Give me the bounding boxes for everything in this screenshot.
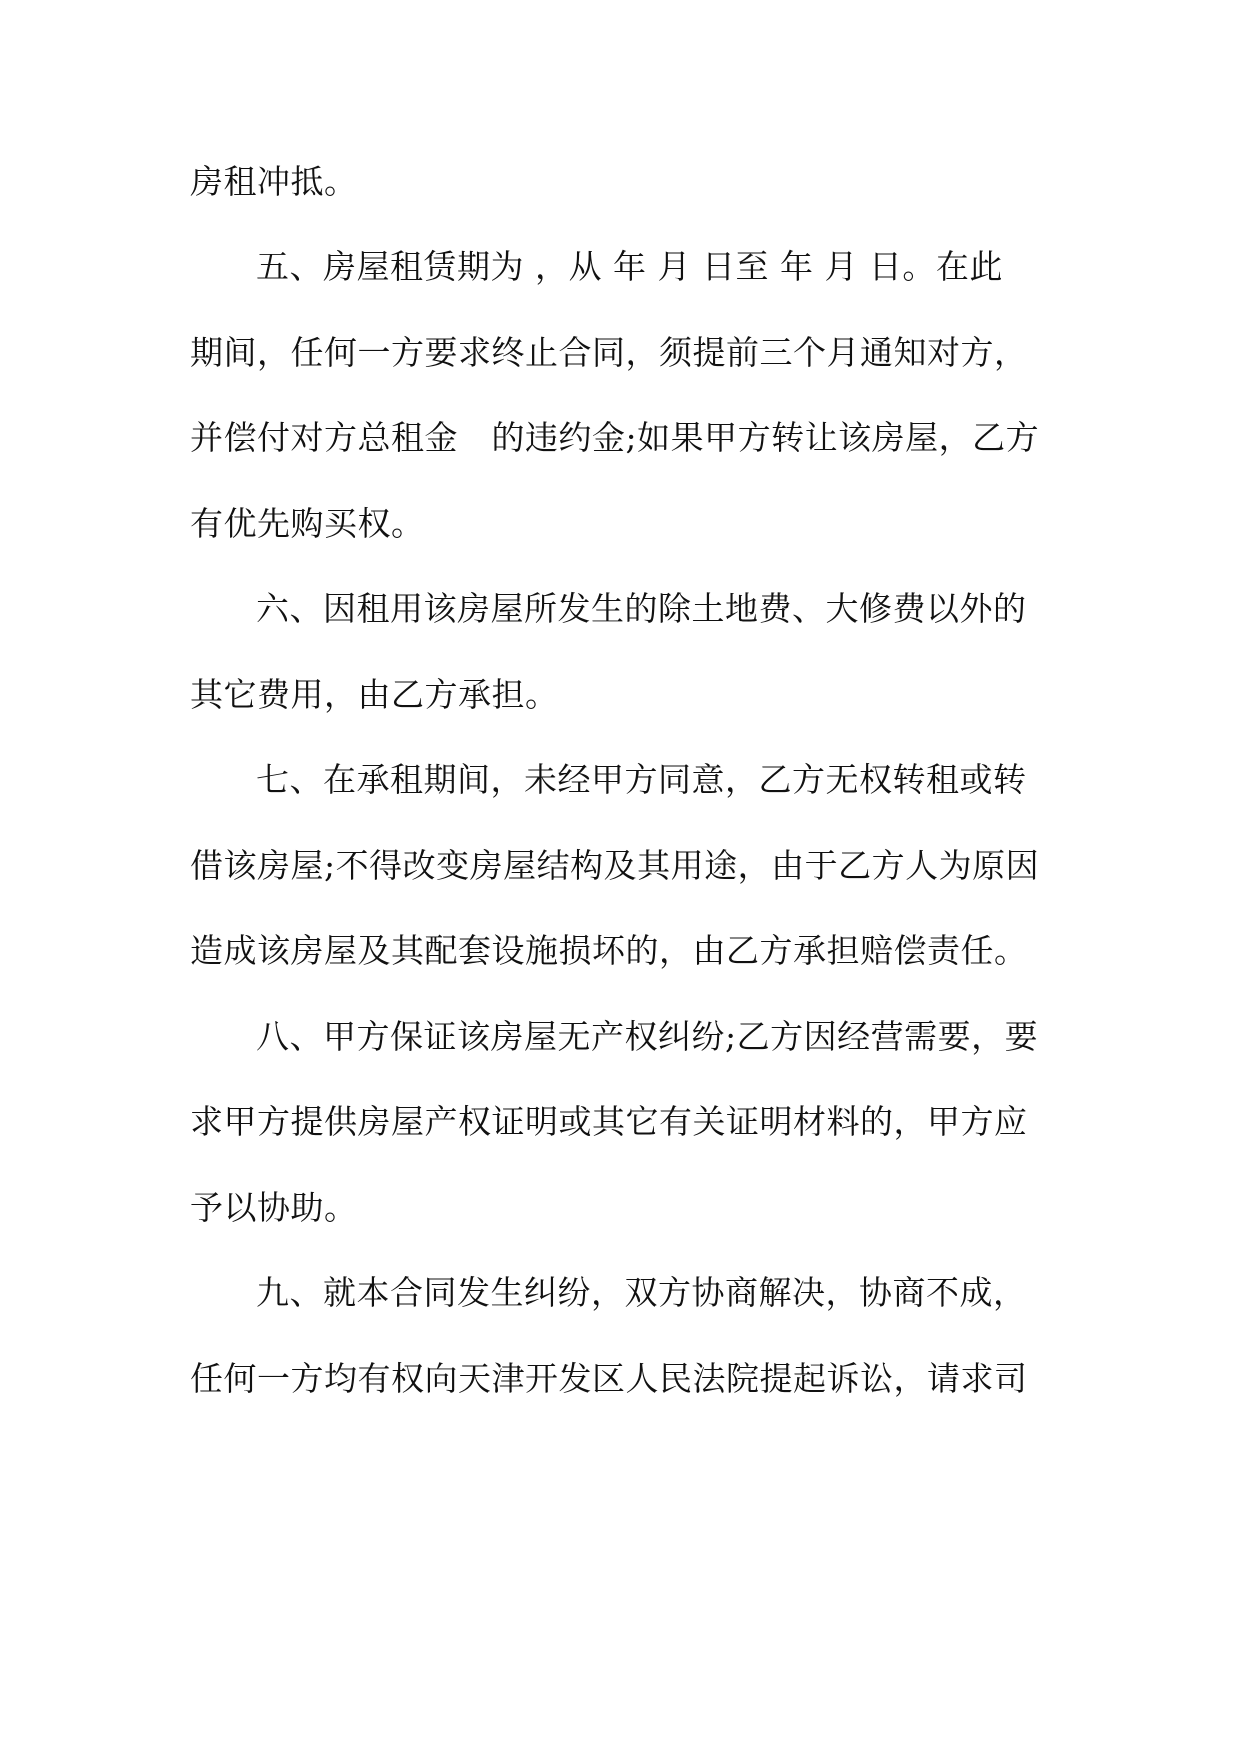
text-line: 有优先购买权。	[190, 504, 425, 543]
text-line: 并偿付对方总租金 的违约金;如果甲方转让该房屋，乙方	[190, 418, 1040, 457]
text-line: 予以协助。	[190, 1188, 358, 1227]
text-line: 其它费用，由乙方承担。	[190, 675, 559, 714]
text-line: 期间，任何一方要求终止合同，须提前三个月通知对方，	[190, 333, 1028, 372]
clause-8-line: 八、甲方保证该房屋无产权纠纷;乙方因经营需要，要	[256, 1017, 1039, 1056]
text-line: 房租冲抵。	[190, 162, 358, 201]
text-line: 任何一方均有权向天津开发区人民法院提起诉讼，请求司	[190, 1359, 1028, 1398]
text-line: 造成该房屋及其配套设施损坏的，由乙方承担赔偿责任。	[190, 931, 1028, 970]
clause-7-line: 七、在承租期间，未经甲方同意，乙方无权转租或转	[256, 760, 1027, 799]
clause-5-line: 五、房屋租赁期为 ，从 年 月 日至 年 月 日。在此	[256, 247, 1003, 286]
clause-6-line: 六、因租用该房屋所发生的除土地费、大修费以外的	[256, 589, 1027, 628]
clause-9-line: 九、就本合同发生纠纷，双方协商解决，协商不成，	[256, 1273, 1027, 1312]
text-line: 求甲方提供房屋产权证明或其它有关证明材料的，甲方应	[190, 1102, 1028, 1141]
text-line: 借该房屋;不得改变房屋结构及其用途，由于乙方人为原因	[190, 846, 1040, 885]
